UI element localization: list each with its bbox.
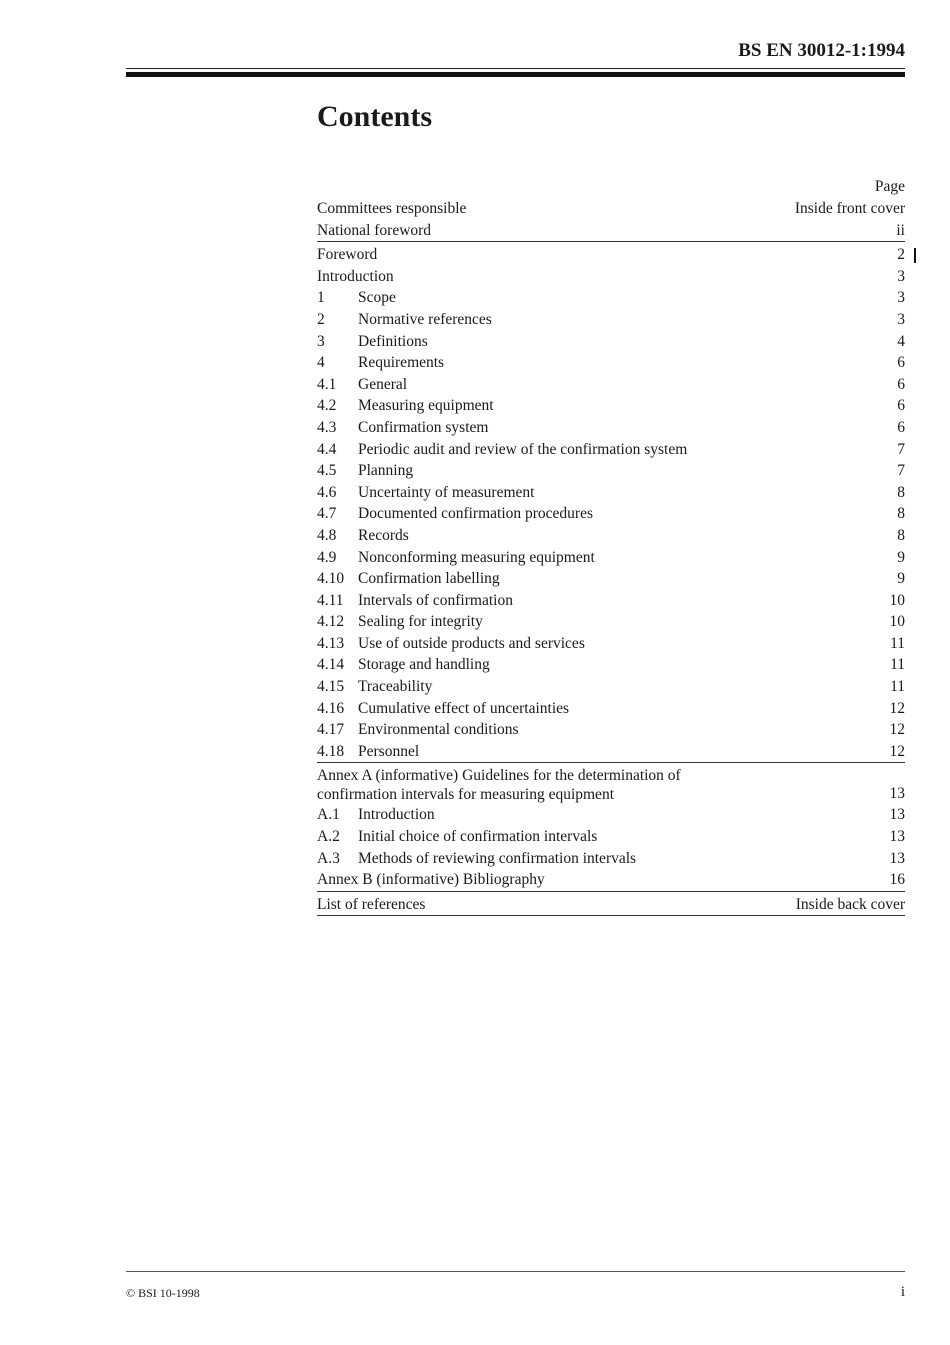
toc-entry-s4-15[interactable] bbox=[317, 676, 905, 698]
document-id: BS EN 30012-1:1994 bbox=[738, 40, 905, 61]
toc-entry-s4-8[interactable] bbox=[317, 525, 905, 547]
toc-entry-label: Annex B (informative) Bibliography bbox=[317, 871, 545, 889]
toc-entry-number: A.1 bbox=[317, 806, 340, 824]
toc-entry-label: Personnel bbox=[358, 742, 420, 760]
annex-a-title-line2: confirmation intervals for measuring equipment bbox=[317, 786, 614, 804]
toc-entry-number: A.2 bbox=[317, 828, 340, 846]
toc-entry-label bbox=[317, 766, 890, 804]
toc-entry-label: Initial choice of confirmation intervals bbox=[358, 828, 598, 846]
toc-entry-page: 11 bbox=[890, 678, 905, 696]
toc-entry-label: Uncertainty of measurement bbox=[358, 483, 535, 501]
toc-entry-s4-12[interactable] bbox=[317, 611, 905, 633]
toc-entry-page: 3 bbox=[897, 310, 905, 328]
toc-entry-s1[interactable] bbox=[317, 287, 905, 309]
toc-entry-label: Nonconforming measuring equipment bbox=[358, 548, 595, 566]
toc-entry-number: 4.4 bbox=[317, 440, 337, 458]
toc-entry-number: 4.8 bbox=[317, 526, 337, 544]
toc-entry-label: Traceability bbox=[358, 678, 433, 696]
toc-entry-s4[interactable] bbox=[317, 352, 905, 374]
toc-entry-a1[interactable] bbox=[317, 804, 905, 826]
toc-entry-page: 6 bbox=[897, 354, 905, 372]
toc-entry-number: A.3 bbox=[317, 849, 340, 867]
toc-entry-label: Introduction bbox=[358, 806, 435, 824]
toc-entry-number: 4.15 bbox=[317, 678, 345, 696]
toc-entry-s4-5[interactable] bbox=[317, 460, 905, 482]
toc-entry-page: 13 bbox=[889, 784, 905, 802]
toc-entry-label: General bbox=[358, 375, 408, 393]
toc-entry-label: Foreword bbox=[317, 246, 378, 264]
annex-a-title-line1: Annex A (informative) Guidelines for the determination of bbox=[317, 767, 681, 785]
toc-entry-label: Scope bbox=[358, 289, 396, 307]
toc-entry-number: 4.3 bbox=[317, 418, 337, 436]
toc-entry-number: 4.2 bbox=[317, 397, 337, 415]
toc-entry-page: 7 bbox=[897, 462, 905, 480]
toc-entry-page: 3 bbox=[897, 289, 905, 307]
toc-entry-s3[interactable] bbox=[317, 331, 905, 353]
toc-entry-number: 4.6 bbox=[317, 483, 337, 501]
toc-entry-number: 4.11 bbox=[317, 591, 344, 609]
toc-entry-s4-17[interactable] bbox=[317, 719, 905, 741]
toc-entry-number: 4.13 bbox=[317, 634, 345, 652]
page-number: i bbox=[900, 1284, 905, 1300]
page-title: Contents bbox=[317, 100, 433, 133]
toc-entry-number: 3 bbox=[317, 332, 325, 350]
toc-entry-page: Inside back cover bbox=[795, 895, 905, 913]
toc-entry-s4-4[interactable] bbox=[317, 439, 905, 461]
toc-entry-page: 12 bbox=[889, 699, 905, 717]
toc-entry-page: 12 bbox=[889, 742, 905, 760]
toc-entry-page: 13 bbox=[889, 806, 905, 824]
toc-entry-label: Use of outside products and services bbox=[358, 634, 585, 652]
toc-entry-label: Cumulative effect of uncertainties bbox=[358, 699, 570, 717]
toc-entry-page: 8 bbox=[897, 505, 905, 523]
toc-entry-national-foreword[interactable] bbox=[317, 220, 905, 243]
toc-entry-s4-9[interactable] bbox=[317, 547, 905, 569]
toc-entry-label: List of references bbox=[317, 895, 426, 913]
toc-entry-label: Environmental conditions bbox=[358, 721, 519, 739]
toc-entry-annex-a[interactable] bbox=[317, 765, 905, 804]
toc-entry-label: Periodic audit and review of the confirmation system bbox=[358, 440, 688, 458]
toc-entry-label: Storage and handling bbox=[358, 656, 490, 674]
toc-entry-s4-13[interactable] bbox=[317, 633, 905, 655]
toc-entry-label: Intervals of confirmation bbox=[358, 591, 513, 609]
toc-entry-number: 4.7 bbox=[317, 505, 337, 523]
toc-entry-label: Documented confirmation procedures bbox=[358, 505, 593, 523]
toc-entry-number: 4.14 bbox=[317, 656, 345, 674]
toc-entry-page: 6 bbox=[897, 375, 905, 393]
toc-entry-label: Methods of reviewing confirmation intervals bbox=[358, 849, 637, 867]
toc-entry-label: National foreword bbox=[317, 221, 432, 239]
change-bar bbox=[914, 248, 916, 263]
toc-entry-label: Records bbox=[358, 526, 409, 544]
toc-entry-number: 4.9 bbox=[317, 548, 337, 566]
header-rule-thick bbox=[126, 72, 905, 77]
toc-entry-label: Definitions bbox=[358, 332, 428, 350]
header-rule-thin bbox=[126, 68, 905, 69]
toc-entry-committees[interactable] bbox=[317, 198, 905, 220]
toc-entry-page: 16 bbox=[889, 871, 905, 889]
page-column-header: Page bbox=[874, 178, 905, 195]
toc-entry-s4-10[interactable] bbox=[317, 568, 905, 590]
toc-entry-label: Planning bbox=[358, 462, 414, 480]
toc-entry-label: Normative references bbox=[358, 310, 492, 328]
toc-entry-s2[interactable] bbox=[317, 309, 905, 331]
toc-entry-page: 10 bbox=[889, 591, 905, 609]
toc-entry-number: 4.10 bbox=[317, 570, 345, 588]
toc-entry-s4-2[interactable] bbox=[317, 395, 905, 417]
footer-rule bbox=[126, 1271, 905, 1272]
toc-entry-page: 9 bbox=[897, 570, 905, 588]
toc-entry-page: 11 bbox=[890, 656, 905, 674]
toc-entry-a3[interactable] bbox=[317, 848, 905, 870]
toc-entry-page: 8 bbox=[897, 526, 905, 544]
toc-entry-page: 8 bbox=[897, 483, 905, 501]
toc-entry-page: ii bbox=[896, 221, 905, 239]
toc-entry-label: Requirements bbox=[358, 354, 445, 372]
toc-entry-s4-16[interactable] bbox=[317, 698, 905, 720]
toc-entry-page: Inside front cover bbox=[794, 200, 905, 217]
toc-entry-number: 4.12 bbox=[317, 613, 345, 631]
toc-entry-number: 4.1 bbox=[317, 375, 337, 393]
toc-entry-number: 4.18 bbox=[317, 742, 345, 760]
toc-entry-page: 6 bbox=[897, 397, 905, 415]
toc-entry-label: Committees responsible bbox=[317, 200, 467, 217]
toc-entry-s4-18[interactable] bbox=[317, 741, 905, 764]
toc-entry-label: Introduction bbox=[317, 267, 394, 285]
toc-entry-s4-6[interactable] bbox=[317, 482, 905, 504]
toc-entry-label: Sealing for integrity bbox=[358, 613, 483, 631]
toc-entry-page: 4 bbox=[897, 332, 905, 350]
copyright-notice: © BSI 10-1998 bbox=[126, 1286, 200, 1300]
toc-entry-number: 4.16 bbox=[317, 699, 345, 717]
toc-entry-annex-b[interactable] bbox=[317, 869, 905, 892]
toc-entry-s4-3[interactable] bbox=[317, 417, 905, 439]
table-of-contents bbox=[317, 176, 905, 916]
toc-entry-page: 3 bbox=[897, 267, 905, 285]
toc-entry-page: 6 bbox=[897, 418, 905, 436]
toc-entry-page: 9 bbox=[897, 548, 905, 566]
toc-entry-list-of-references[interactable] bbox=[317, 894, 905, 917]
toc-entry-s4-14[interactable] bbox=[317, 654, 905, 676]
toc-entry-number: 4.5 bbox=[317, 462, 337, 480]
toc-entry-page: 2 bbox=[897, 246, 905, 264]
toc-entry-page: 7 bbox=[897, 440, 905, 458]
toc-entry-number: 1 bbox=[317, 289, 325, 307]
toc-entry-s4-1[interactable] bbox=[317, 374, 905, 396]
toc-entry-page: 12 bbox=[889, 721, 905, 739]
toc-entry-a2[interactable] bbox=[317, 826, 905, 848]
toc-entry-introduction[interactable] bbox=[317, 266, 905, 288]
toc-entry-number: 2 bbox=[317, 310, 325, 328]
toc-entry-page: 13 bbox=[889, 849, 905, 867]
toc-entry-number: 4 bbox=[317, 354, 325, 372]
toc-entry-s4-11[interactable] bbox=[317, 590, 905, 612]
toc-entry-number: 4.17 bbox=[317, 721, 345, 739]
toc-entry-s4-7[interactable] bbox=[317, 503, 905, 525]
toc-entry-label: Confirmation labelling bbox=[358, 570, 500, 588]
toc-entry-page: 10 bbox=[889, 613, 905, 631]
toc-entry-page: 11 bbox=[890, 634, 905, 652]
toc-entry-page: 13 bbox=[889, 828, 905, 846]
toc-entry-label: Measuring equipment bbox=[358, 397, 494, 415]
toc-entry-foreword[interactable] bbox=[317, 244, 905, 266]
toc-entry-label: Confirmation system bbox=[358, 418, 489, 436]
